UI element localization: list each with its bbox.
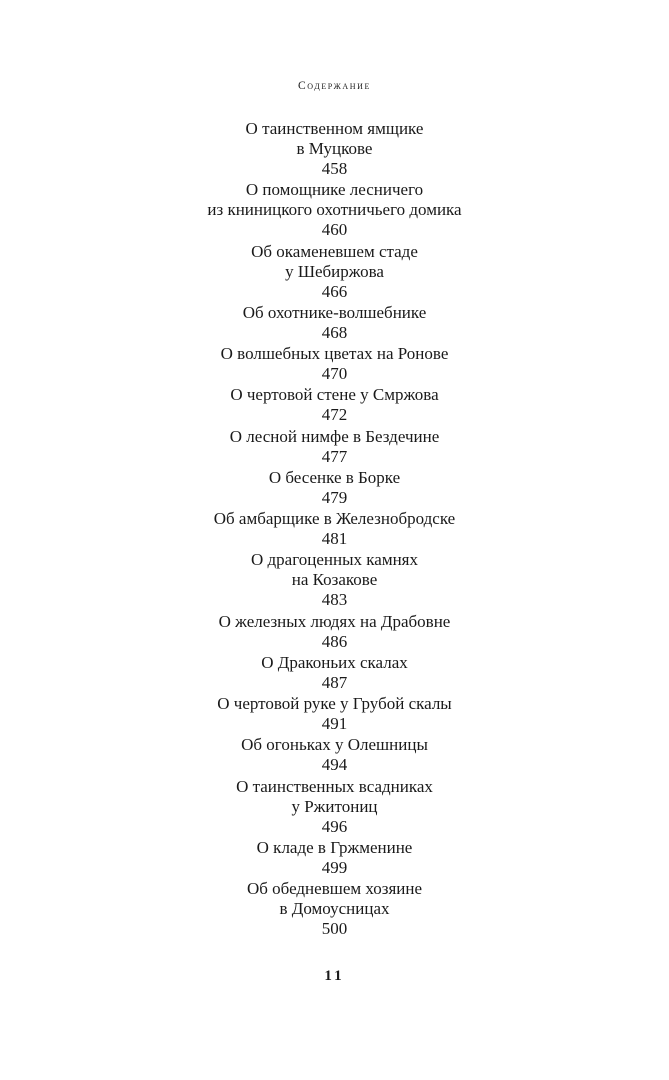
toc-entry-page: 460: [321, 220, 348, 240]
toc-entry-page: 472: [321, 405, 348, 425]
toc-entry: [0, 777, 669, 837]
toc-entry-title-line: О лесной нимфе в Бездечине: [229, 426, 440, 446]
toc-entry-title-line: у Шебиржова: [285, 261, 384, 281]
toc-entry-page: 494: [321, 755, 348, 775]
toc-entry-title-line: О драгоценных камнях: [250, 550, 418, 570]
toc-entry: [0, 180, 669, 240]
toc-entry-title-line: О чертовой стене у Смржова: [230, 385, 439, 405]
toc-entry-title-line: О бесенке в Борке: [268, 467, 401, 487]
section-heading: Содержание: [298, 80, 371, 92]
toc-entry-page: 481: [321, 529, 348, 548]
toc-entry-page: 468: [321, 322, 348, 342]
toc-entry-page: 500: [321, 919, 348, 938]
toc-entry-title-line: из книницкого охотничьего домика: [207, 200, 462, 220]
toc-entry-title-line: Об амбарщике в Железнобродске: [213, 509, 456, 528]
toc-entry-page: 487: [321, 672, 348, 692]
toc-entry-page: 466: [321, 281, 348, 301]
toc-entry-title-line: О чертовой руке у Грубой скалы: [217, 694, 452, 713]
toc-entry-title-line: у Ржитониц: [291, 796, 378, 816]
toc-entry-title-line: в Домоусницах: [279, 899, 390, 918]
toc-entry: [0, 653, 669, 693]
toc-entry-title-line: О волшебных цветах на Ронове: [220, 344, 449, 363]
toc-entry-title-line: на Козакове: [291, 570, 378, 590]
toc-entry-title-line: О железных людях на Драбовне: [218, 611, 451, 631]
toc-entry-page: 499: [321, 857, 348, 877]
toc-entry: [0, 612, 669, 652]
toc-entry-title-line: О таинственном ямщике: [245, 119, 424, 138]
toc-entry: [0, 509, 669, 549]
toc-entry-title-line: в Муцкове: [296, 139, 373, 158]
table-of-contents: [0, 119, 669, 940]
toc-entry-page: 496: [321, 816, 348, 836]
toc-entry-title-line: О помощнике лесничего: [245, 180, 424, 200]
toc-entry: [0, 385, 669, 425]
toc-entry: [0, 468, 669, 508]
toc-entry-title-line: Об окаменевшем стаде: [251, 241, 418, 261]
toc-entry-title-line: Об охотнике-волшебнике: [242, 302, 427, 322]
toc-entry-title-line: Об огоньках у Олешницы: [241, 735, 428, 755]
toc-entry-title-line: О кладе в Гржменине: [256, 837, 413, 857]
page-number: 11: [324, 968, 345, 984]
toc-entry-page: 479: [321, 487, 348, 507]
toc-entry-title-line: О таинственных всадниках: [236, 776, 433, 796]
toc-entry-page: 470: [321, 364, 348, 383]
toc-entry: [0, 694, 669, 734]
toc-entry: [0, 550, 669, 610]
toc-entry-title-line: Об обедневшем хозяине: [246, 879, 422, 898]
toc-entry-page: 491: [321, 714, 348, 733]
toc-entry: [0, 242, 669, 302]
toc-entry: [0, 735, 669, 775]
toc-entry-page: 486: [321, 631, 348, 651]
toc-entry-title-line: О Драконьих скалах: [261, 652, 408, 672]
toc-entry: [0, 879, 669, 939]
toc-entry: [0, 427, 669, 467]
toc-entry: [0, 838, 669, 878]
toc-entry: [0, 344, 669, 384]
toc-entry: [0, 119, 669, 179]
toc-entry: [0, 303, 669, 343]
toc-entry-page: 483: [321, 590, 348, 610]
toc-entry-page: 458: [321, 159, 348, 178]
toc-entry-page: 477: [321, 446, 348, 466]
